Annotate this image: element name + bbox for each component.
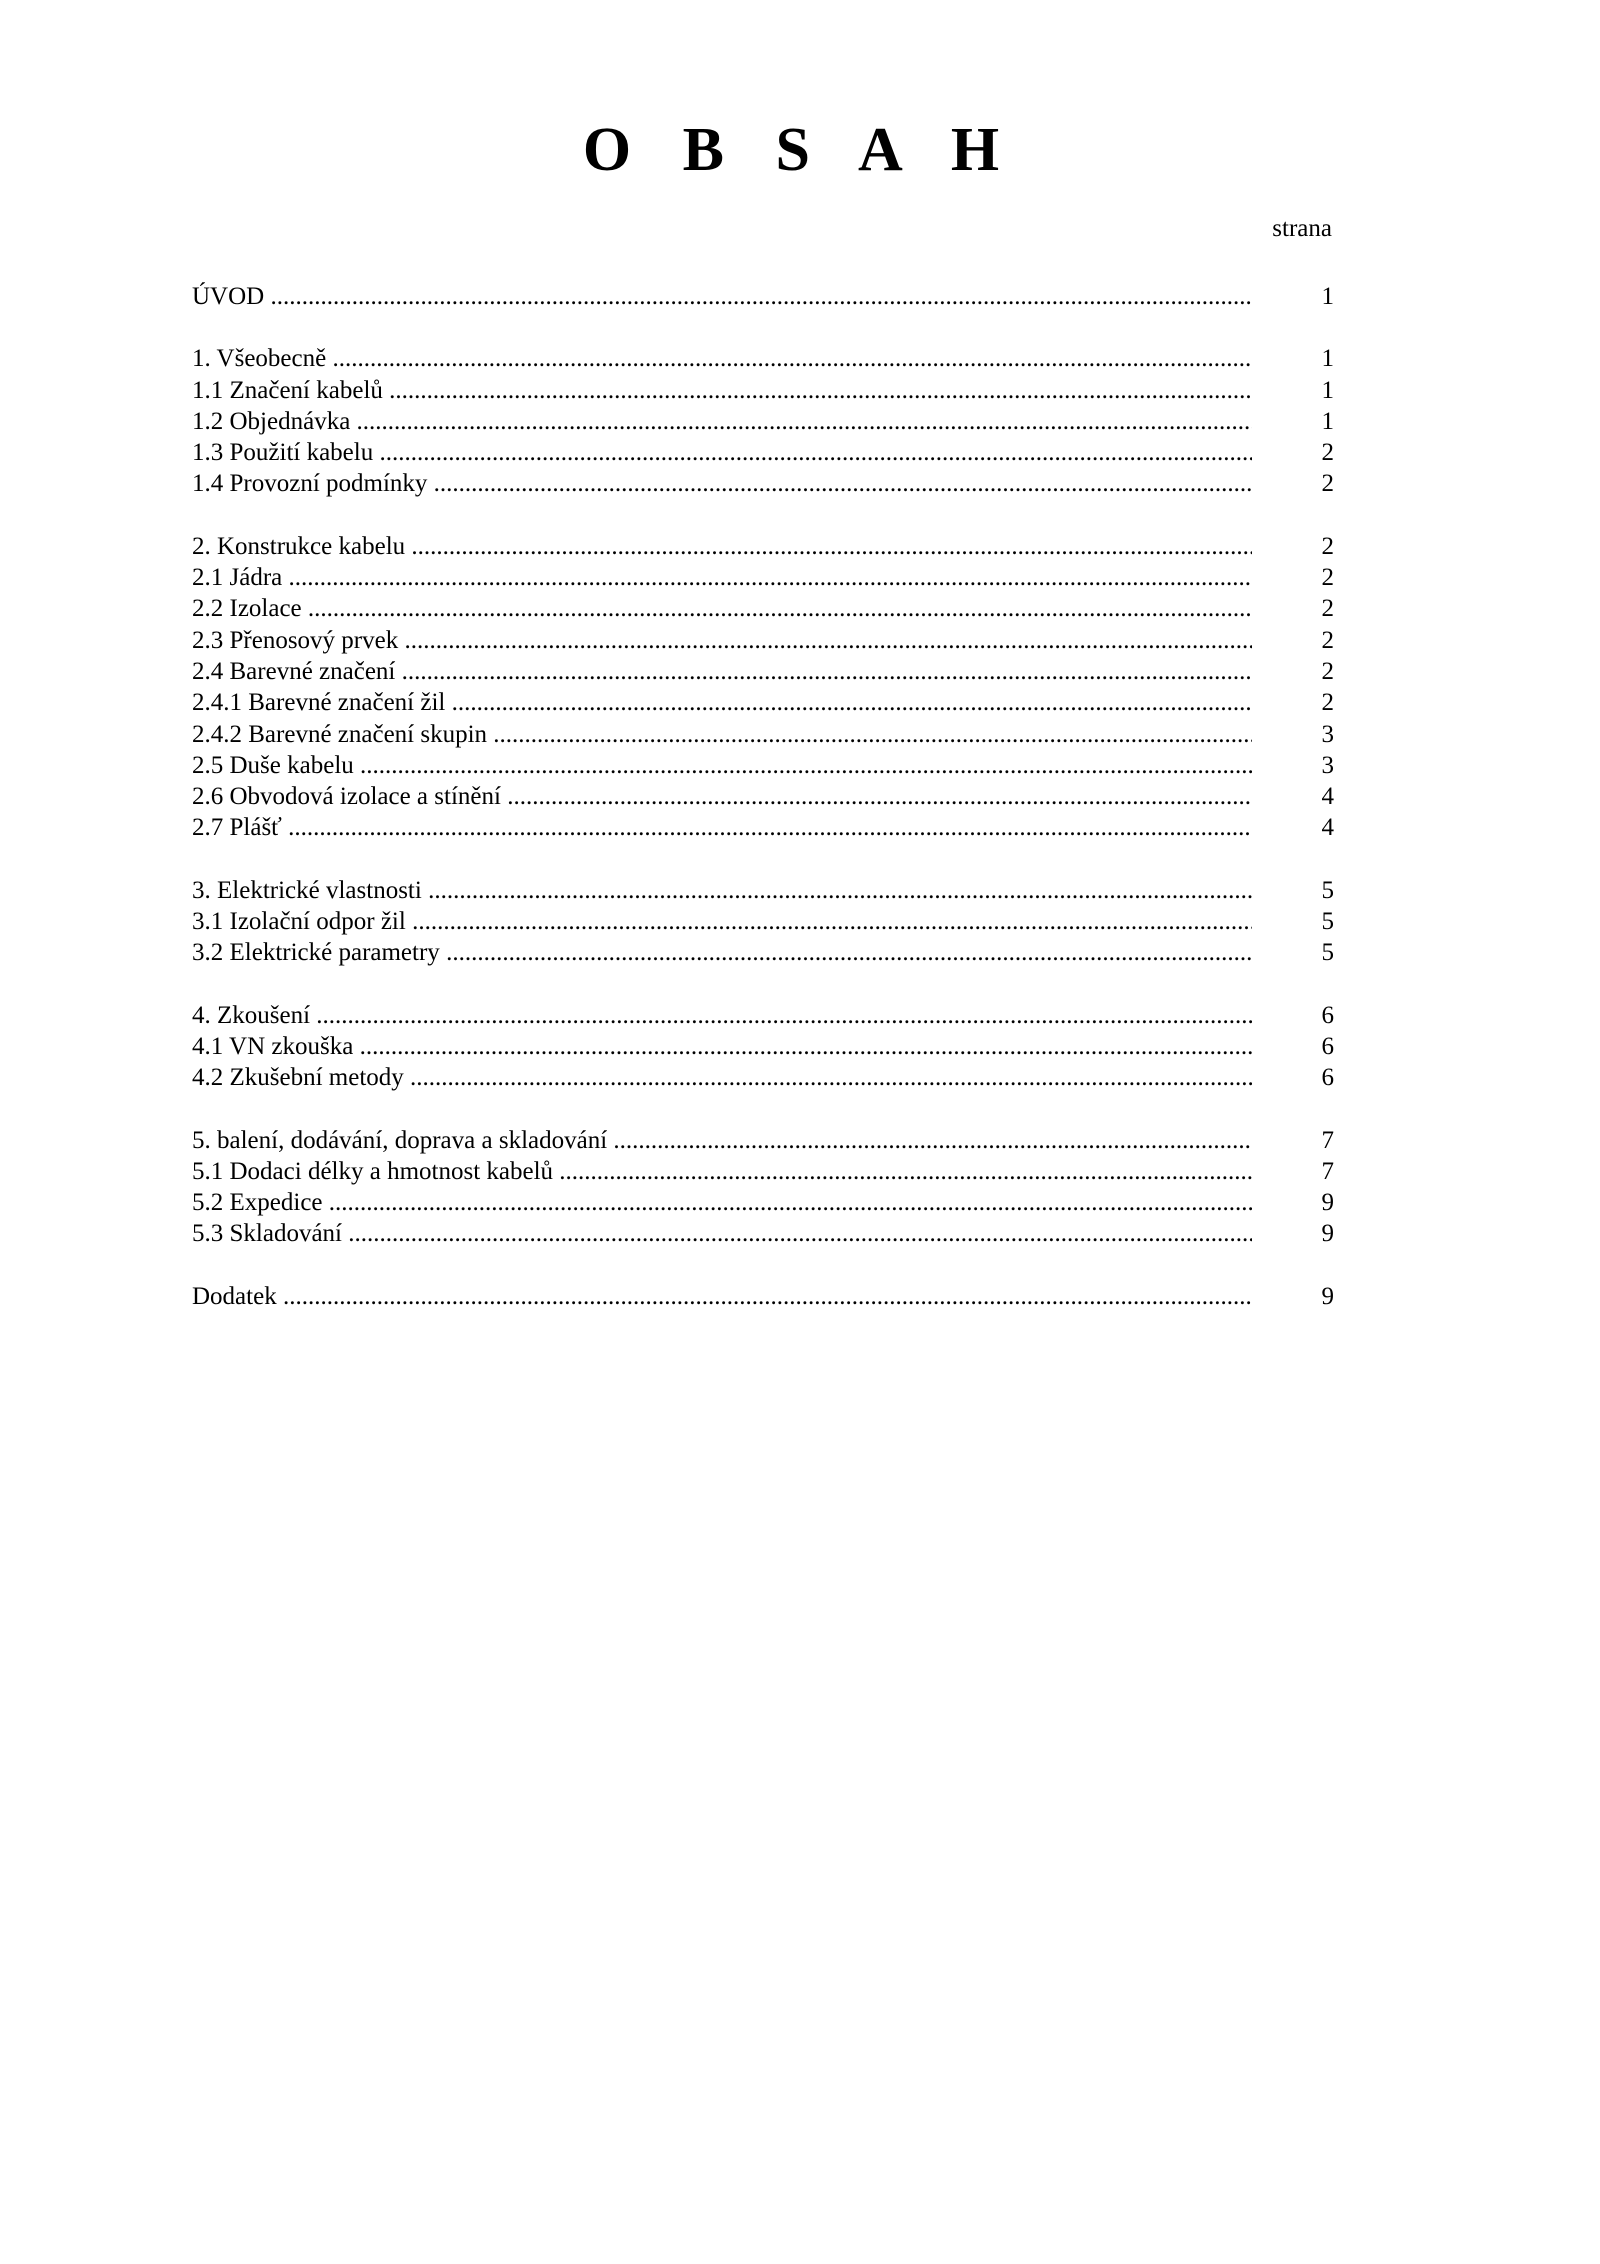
toc-group — [192, 343, 1334, 499]
toc-entry-page: 3 — [1321, 751, 1334, 779]
toc-entry-page: 2 — [1321, 564, 1334, 592]
toc-entry — [192, 281, 1334, 312]
toc-entry-page: 1 — [1321, 407, 1334, 435]
toc-entry — [192, 937, 1334, 968]
toc-entry — [192, 1125, 1334, 1156]
toc-entry-label: 5. balení, dodávání, doprava a skladování ..... — [192, 1125, 1252, 1156]
toc-entry-label: 1.2 Objednávka ..... — [192, 406, 1252, 437]
toc-entry — [192, 343, 1334, 374]
toc-entry-label: 3.2 Elektrické parametry ..... — [192, 937, 1252, 968]
toc-entry — [192, 468, 1334, 499]
toc-entry-page: 3 — [1321, 720, 1334, 748]
toc-entry-label: ÚVOD ..... — [192, 281, 1252, 312]
toc-entry-label: 1.4 Provozní podmínky ..... — [192, 468, 1252, 499]
toc-entry-page: 6 — [1321, 1032, 1334, 1060]
toc-entry-page: 4 — [1321, 783, 1334, 811]
toc-entry-label: 2.4 Barevné značení ..... — [192, 656, 1252, 687]
toc-entry — [192, 906, 1334, 937]
toc-entry-label: 2.5 Duše kabelu ..... — [192, 750, 1252, 781]
toc-entry — [192, 1218, 1334, 1249]
toc-entry-page: 2 — [1321, 595, 1334, 623]
toc-entry-page: 1 — [1321, 376, 1334, 404]
toc-entry-label: 1.3 Použití kabelu ..... — [192, 437, 1252, 468]
toc-entry-label: 4. Zkoušení ..... — [192, 1000, 1252, 1031]
toc-entry-page: 2 — [1321, 689, 1334, 717]
toc-entry-label: 4.1 VN zkouška ..... — [192, 1031, 1252, 1062]
toc-entry-page: 6 — [1321, 1001, 1334, 1029]
toc-entry-label: 2.3 Přenosový prvek ..... — [192, 625, 1252, 656]
toc-entry-page: 7 — [1321, 1157, 1334, 1185]
toc-entry — [192, 625, 1334, 656]
toc-entry — [192, 375, 1334, 406]
toc-entry-label: 1. Všeobecně ..... — [192, 343, 1252, 374]
toc-group — [192, 281, 1334, 312]
toc-entry — [192, 593, 1334, 624]
toc-entry-label: 2.1 Jádra ..... — [192, 562, 1252, 593]
toc-group — [192, 531, 1334, 844]
toc-group — [192, 1000, 1334, 1094]
page-column-header: strana — [1272, 215, 1332, 242]
toc-entry — [192, 1031, 1334, 1062]
toc-entry-page: 2 — [1321, 532, 1334, 560]
toc-entry — [192, 406, 1334, 437]
toc-entry-label: 5.1 Dodaci délky a hmotnost kabelů ..... — [192, 1156, 1252, 1187]
toc-group — [192, 1281, 1334, 1312]
toc-entry-page: 1 — [1321, 283, 1334, 310]
toc-entry — [192, 1156, 1334, 1187]
toc-group — [192, 1125, 1334, 1250]
toc-entry-label: 1.1 Značení kabelů ..... — [192, 375, 1252, 406]
toc-entry-label: 2.2 Izolace ..... — [192, 593, 1252, 624]
toc-entry-label: 2.4.2 Barevné značení skupin ..... — [192, 719, 1252, 750]
page-title: O B S A H — [582, 116, 1018, 184]
toc-entry — [192, 1187, 1334, 1218]
toc-entry-label: 4.2 Zkušební metody ..... — [192, 1062, 1252, 1093]
toc-entry — [192, 875, 1334, 906]
toc-entry — [192, 719, 1334, 750]
toc-entry — [192, 812, 1334, 843]
toc-entry-label: 5.2 Expedice ..... — [192, 1187, 1252, 1218]
toc-entry-label: 3. Elektrické vlastnosti ..... — [192, 875, 1252, 906]
toc-entry — [192, 562, 1334, 593]
toc-entry — [192, 656, 1334, 687]
toc-entry-label: 5.3 Skladování ..... — [192, 1218, 1252, 1249]
toc-entry-page: 9 — [1321, 1220, 1334, 1248]
toc-entry — [192, 1281, 1334, 1312]
toc-entry-page: 7 — [1321, 1126, 1334, 1154]
toc-entry-page: 9 — [1321, 1189, 1334, 1217]
toc-entry-page: 2 — [1321, 626, 1334, 654]
toc-entry — [192, 687, 1334, 718]
toc-entry-page: 4 — [1321, 814, 1334, 842]
toc-entry-page: 5 — [1321, 939, 1334, 967]
table-of-contents — [192, 281, 1334, 1343]
toc-entry-page: 6 — [1321, 1064, 1334, 1092]
toc-entry-label: 3.1 Izolační odpor žil ..... — [192, 906, 1252, 937]
toc-entry-label: 2.4.1 Barevné značení žil ..... — [192, 687, 1252, 718]
toc-entry-page: 2 — [1321, 439, 1334, 467]
toc-entry — [192, 1000, 1334, 1031]
toc-group — [192, 875, 1334, 969]
toc-entry — [192, 750, 1334, 781]
toc-entry-page: 5 — [1321, 908, 1334, 936]
toc-entry-page: 9 — [1321, 1282, 1334, 1310]
toc-entry-label: 2.7 Plášť ..... — [192, 812, 1252, 843]
toc-entry-label: Dodatek ..... — [192, 1281, 1252, 1312]
toc-entry-page: 1 — [1321, 345, 1334, 373]
toc-entry — [192, 531, 1334, 562]
toc-entry-page: 5 — [1321, 876, 1334, 904]
toc-entry — [192, 437, 1334, 468]
toc-entry-page: 2 — [1321, 470, 1334, 498]
toc-entry — [192, 781, 1334, 812]
toc-entry-page: 2 — [1321, 657, 1334, 685]
toc-entry-label: 2.6 Obvodová izolace a stínění ..... — [192, 781, 1252, 812]
toc-entry — [192, 1062, 1334, 1093]
toc-entry-label: 2. Konstrukce kabelu ..... — [192, 531, 1252, 562]
